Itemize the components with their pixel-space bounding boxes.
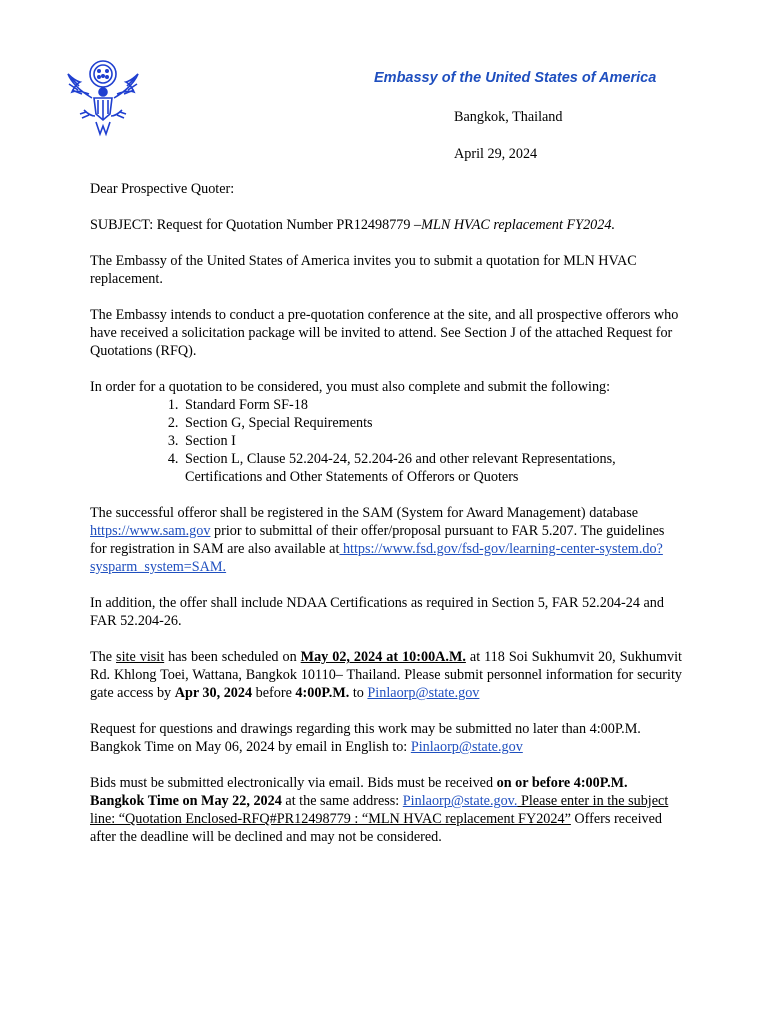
subject-prefix: SUBJECT: Request for Quotation Number PR12498779 – (90, 217, 422, 233)
bids-text: at the same address: (281, 793, 403, 809)
ndaa-paragraph: In addition, the offer shall include NDAA Certifications as required in Section 5, FAR 52.204-24 and FAR 52.204-26. (90, 595, 664, 629)
bids-text: Bids must be submitted electronically via email. Bids must be received (90, 775, 497, 791)
visit-text: before (252, 685, 296, 701)
letter-date: April 29, 2024 (454, 146, 538, 162)
site-visit-link[interactable]: site visit (116, 649, 165, 665)
site-visit-paragraph (90, 648, 682, 702)
salutation: Dear Prospective Quoter: (90, 181, 235, 197)
conference-paragraph: The Embassy intends to conduct a pre-quotation conference at the site, and all prospective offerors who have received a solicitation package will be invited to attend. See Section J of the attached Request for Quotations (RFQ). (90, 307, 679, 359)
visit-text: at 118 Soi Sukhumvit 20, Sukhumvit Rd. Khlong Toei, Wattana, Bangkok 10110– Thailand. Please submit personnel information for security gate access by (90, 649, 682, 701)
requirement-item: 1. Standard Form SF-18 (182, 396, 682, 414)
sam-text: The successful offeror shall be registered in the SAM (System for Award Management) database (90, 505, 639, 521)
bids-paragraph (90, 774, 682, 846)
embassy-name: Embassy of the United States of America (374, 70, 657, 86)
visit-text: to (349, 685, 368, 701)
invite-paragraph: The Embassy of the United States of America invites you to submit a quotation for MLN HVAC replacement. (90, 253, 637, 287)
email-link[interactable]: Pinlaorp@state.gov (367, 685, 480, 701)
questions-text: Request for questions and drawings regarding this work may be submitted no later than 4:00P.M. Bangkok Time on May 06, 2024 by email in English to: (90, 721, 641, 755)
requirement-item: 4. Section L, Clause 52.204-24, 52.204-26 and other relevant Representations, Certifications and Other Statements of Offerors or Quoters (182, 450, 682, 486)
visit-text: The (90, 649, 117, 665)
sam-text: prior to submittal of their offer/proposal pursuant to FAR 5.207. The guidelines for registration in SAM are also available at (90, 523, 665, 557)
great-seal-icon (62, 54, 144, 140)
requirements-intro: In order for a quotation to be considered, you must also complete and submit the following: (90, 379, 611, 395)
sam-paragraph (90, 504, 682, 576)
sam-link[interactable]: https://www.sam.gov (90, 523, 211, 539)
bids-deadline: on or before 4:00P.M. Bangkok Time on May 22, 2024 (90, 775, 628, 809)
site-visit-date: May 02, 2024 at 10:00A.M. (300, 649, 466, 665)
gate-access-time: 4:00P.M. (295, 685, 350, 701)
subject-title: MLN HVAC replacement FY2024. (421, 217, 615, 233)
bids-email-link[interactable]: Pinlaorp@state.gov. (402, 793, 518, 809)
visit-text: has been scheduled on (164, 649, 301, 665)
bids-subject-instruction: Please enter in the subject line: “Quotation Enclosed-RFQ#PR12498779 : “MLN HVAC replacement FY2024” (90, 793, 669, 827)
bids-text: Offers received after the deadline will be declined and may not be considered. (90, 811, 662, 845)
requirement-item: 3. Section I (182, 432, 682, 450)
letter-location: Bangkok, Thailand (454, 109, 563, 125)
email-link[interactable]: Pinlaorp@state.gov (410, 739, 523, 755)
requirement-item: 2. Section G, Special Requirements (182, 414, 682, 432)
gate-access-date: Apr 30, 2024 (174, 685, 253, 701)
fsd-link[interactable]: https://www.fsd.gov/fsd-gov/learning-center-system.do?sysparm_system=SAM. (90, 541, 663, 575)
subject-line (90, 216, 682, 234)
requirements-list (90, 396, 682, 486)
letter-body (90, 180, 682, 846)
questions-paragraph (90, 720, 682, 756)
